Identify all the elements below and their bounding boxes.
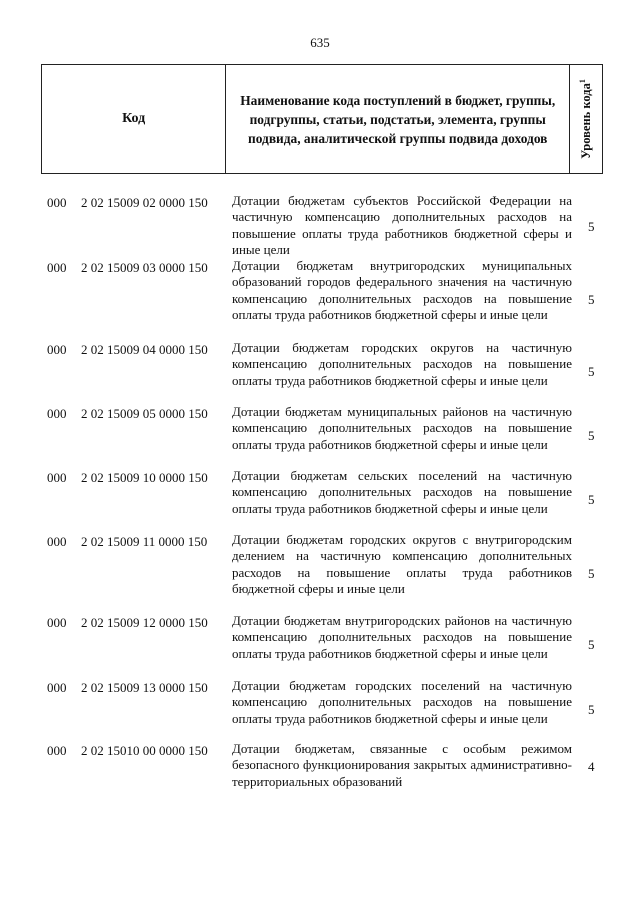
row-level: 5 <box>588 292 595 307</box>
header-level <box>570 65 602 173</box>
row-description: Дотации бюджетам городских поселений на частичную компенсацию дополнительных расходов на повышение оплаты труда работников бюджетной сферы и иные цели <box>232 678 572 726</box>
row-prefix: 000 <box>47 743 67 758</box>
row-level: 5 <box>588 702 595 717</box>
row-code: 2 02 15009 02 0000 150 <box>81 195 208 210</box>
row-level: 5 <box>588 492 595 507</box>
row-description: Дотации бюджетам муниципальных районов на частичную компенсацию дополнительных расходов на повышение оплаты труда работников бюджетной сферы и иные цели <box>232 404 572 452</box>
row-prefix: 000 <box>47 260 67 275</box>
row-prefix: 000 <box>47 680 67 695</box>
row-code: 2 02 15009 04 0000 150 <box>81 342 208 357</box>
page-number: 635 <box>310 35 330 50</box>
row-description: Дотации бюджетам субъектов Российской Федерации на частичную компенсацию дополнительных расходов на повышение оплаты труда работников бюджетной сферы и иные цели <box>232 193 572 257</box>
row-code: 2 02 15009 12 0000 150 <box>81 615 208 630</box>
header-level-label <box>578 79 594 159</box>
row-code: 2 02 15009 11 0000 150 <box>81 534 208 549</box>
header-level-text: Уровень кода <box>579 83 594 159</box>
header-code: Код <box>42 65 226 173</box>
row-code: 2 02 15009 13 0000 150 <box>81 680 208 695</box>
row-level: 4 <box>588 759 595 774</box>
row-prefix: 000 <box>47 615 67 630</box>
table-header <box>41 64 603 174</box>
row-code: 2 02 15009 05 0000 150 <box>81 406 208 421</box>
row-description: Дотации бюджетам городских округов с внутригородским делением на частичную компенсацию дополнительных расходов на повышение оплаты труда работников бюджетной сферы и иные цели <box>232 532 572 596</box>
row-description: Дотации бюджетам, связанные с особым режимом безопасного функционирования закрытых административно-территориальных образований <box>232 741 572 789</box>
row-description: Дотации бюджетам городских округов на частичную компенсацию дополнительных расходов на повышение оплаты труда работников бюджетной сферы и иные цели <box>232 340 572 388</box>
row-description: Дотации бюджетам внутригородских районов на частичную компенсацию дополнительных расходов на повышение оплаты труда работников бюджетной сферы и иные цели <box>232 613 572 661</box>
row-prefix: 000 <box>47 470 67 485</box>
row-level: 5 <box>588 364 595 379</box>
row-description: Дотации бюджетам сельских поселений на частичную компенсацию дополнительных расходов на повышение оплаты труда работников бюджетной сферы и иные цели <box>232 468 572 516</box>
row-level: 5 <box>588 566 595 581</box>
row-prefix: 000 <box>47 342 67 357</box>
header-name: Наименование кода поступлений в бюджет, группы, подгруппы, статьи, подстатьи, элемента, группы подвида, аналитической группы подвида доходов <box>226 65 570 173</box>
row-prefix: 000 <box>47 195 67 210</box>
row-level: 5 <box>588 219 595 234</box>
row-level: 5 <box>588 637 595 652</box>
row-code: 2 02 15009 10 0000 150 <box>81 470 208 485</box>
row-code: 2 02 15010 00 0000 150 <box>81 743 208 758</box>
row-level: 5 <box>588 428 595 443</box>
row-prefix: 000 <box>47 406 67 421</box>
row-description: Дотации бюджетам внутригородских муниципальных образований городов федерального значения на частичную компенсацию дополнительных расходов на повышение оплаты труда работников бюджетной сферы и иные цели <box>232 258 572 322</box>
header-level-footnote: 1 <box>577 79 587 84</box>
row-code: 2 02 15009 03 0000 150 <box>81 260 208 275</box>
row-prefix: 000 <box>47 534 67 549</box>
